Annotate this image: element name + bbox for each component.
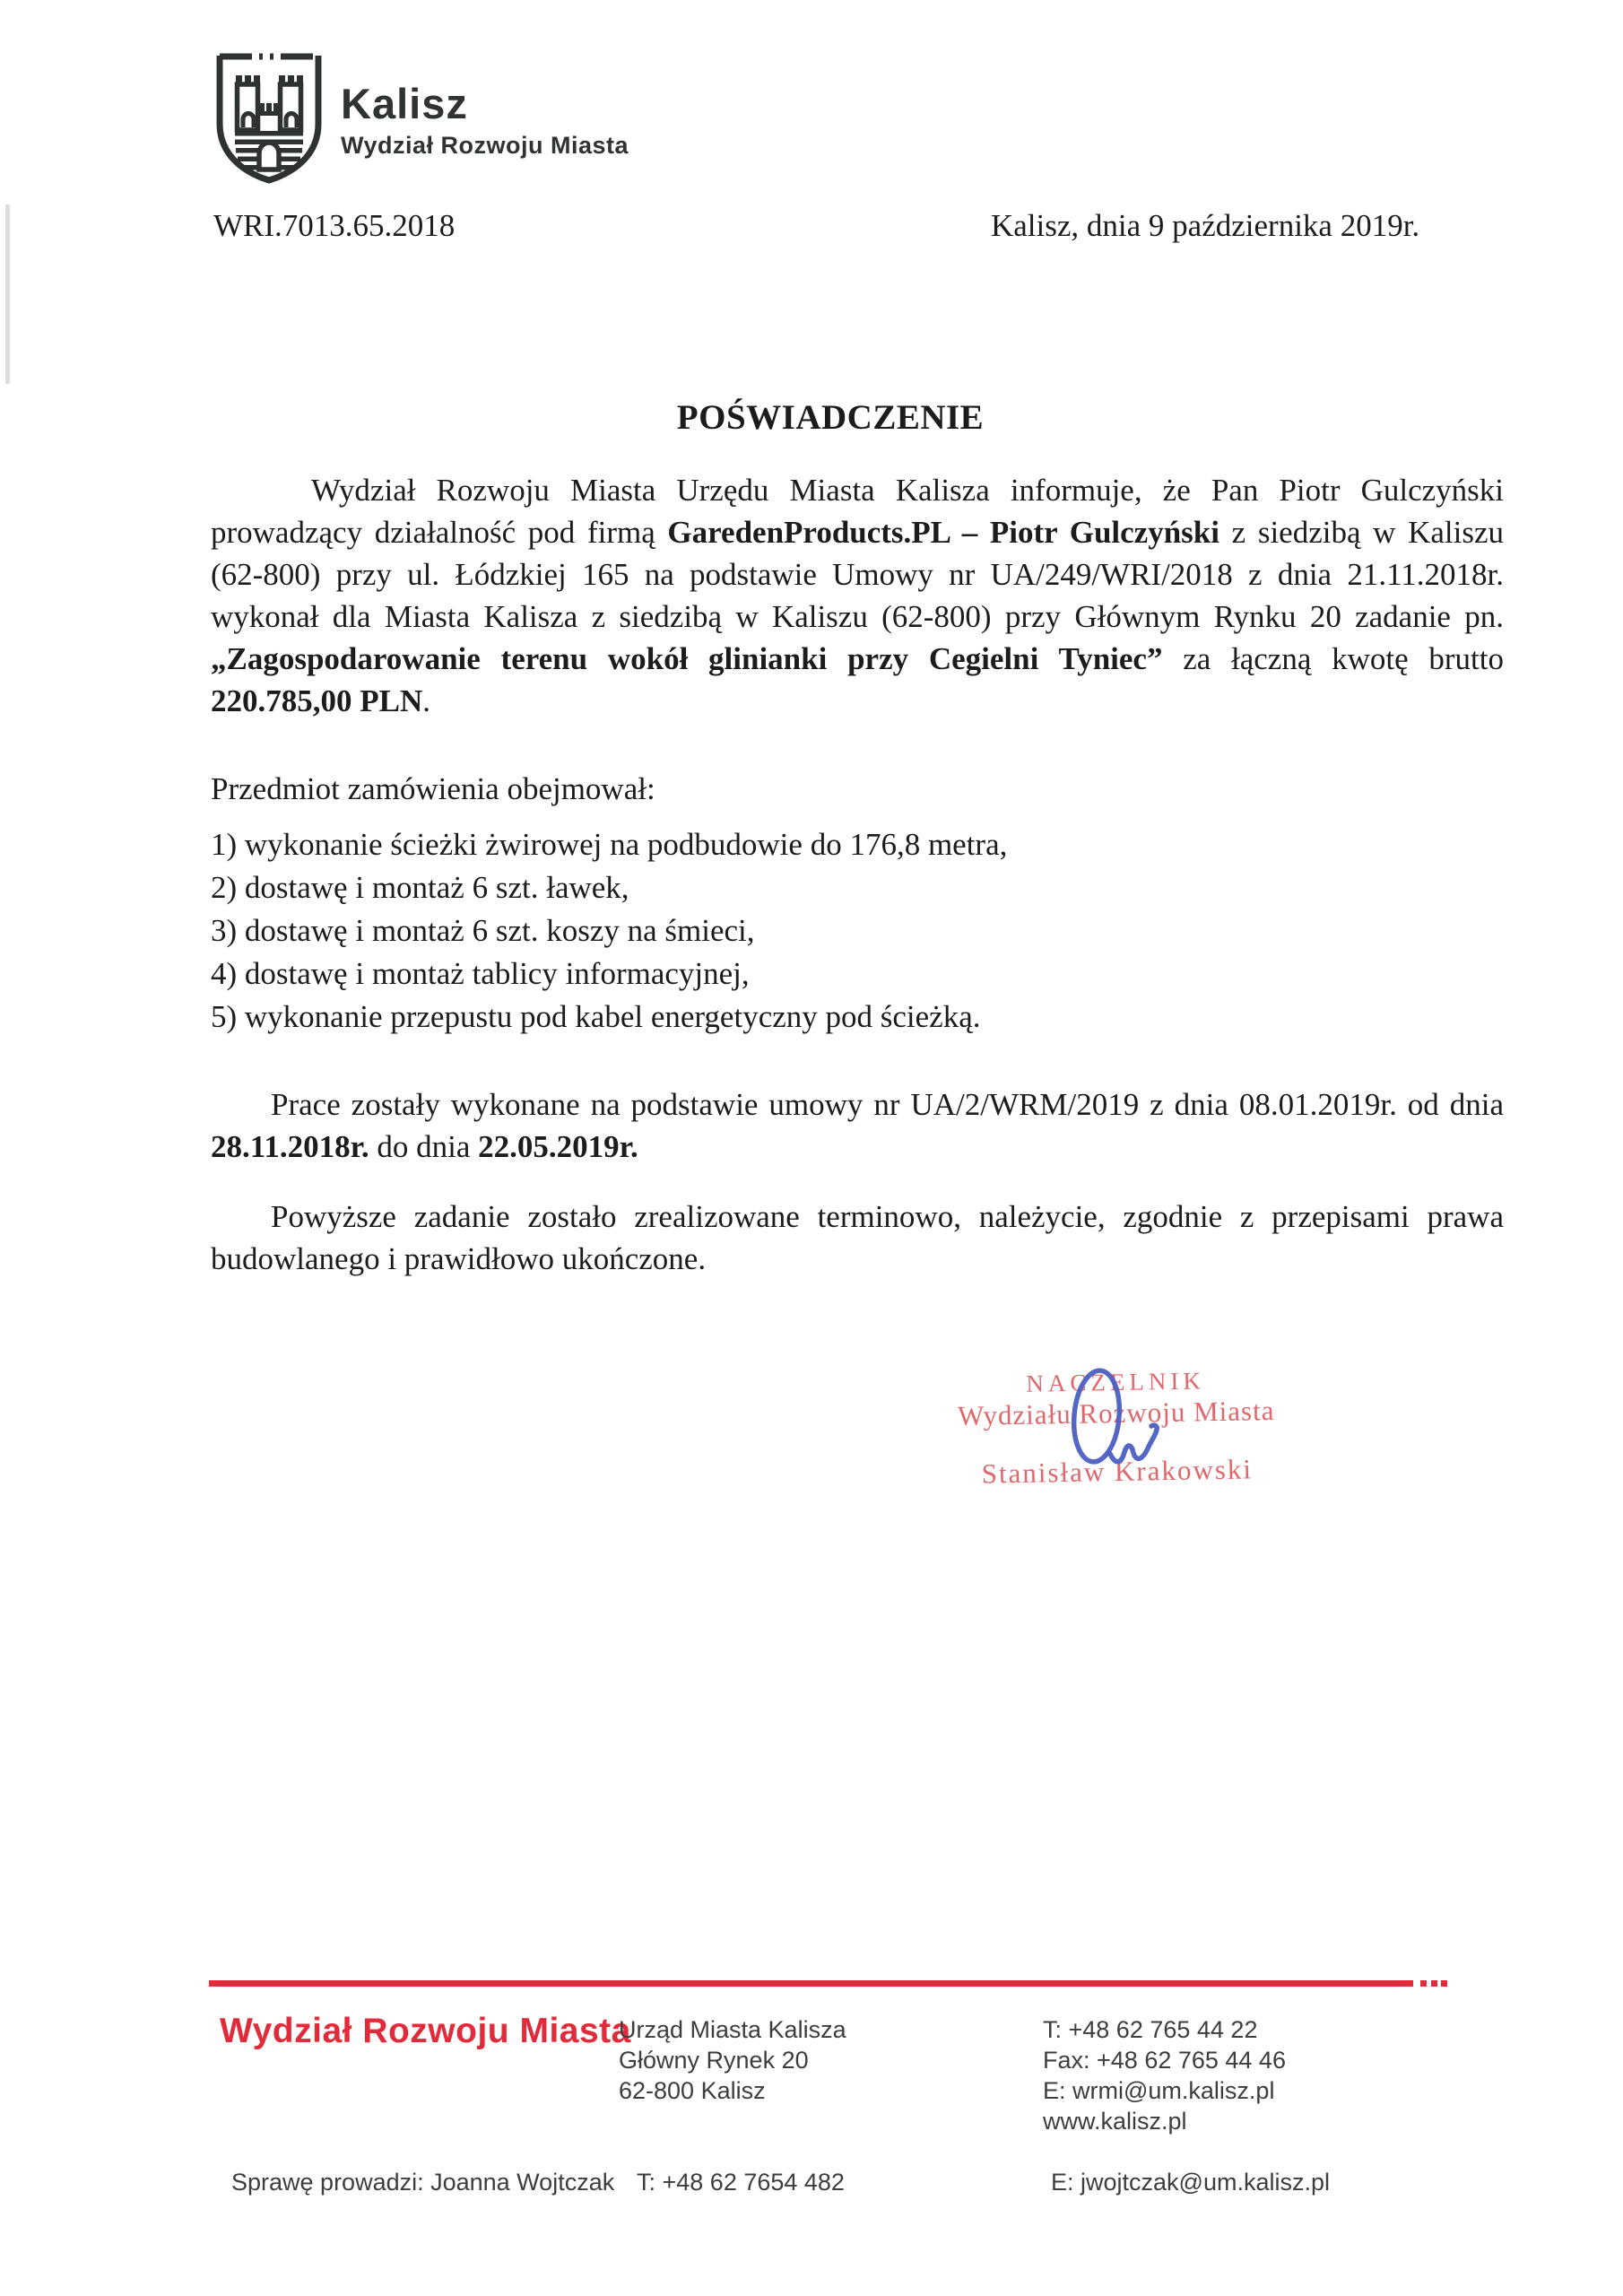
- case-officer-phone: T: +48 62 7654 482: [637, 2169, 845, 2196]
- paragraph-text: z siedzibą w Kaliszu (62-800) przy ul. Łódzkiej 165 na podstawie Umowy nr UA/249/WRI/2018 z dnia 21.11.2018r. wykonał dla Miasta Kalisza z siedzibą w Kaliszu (62-800) przy Głównym Rynku 20 zadanie pn.: [211, 515, 1504, 634]
- footer-divider-dot: [1441, 1980, 1447, 1987]
- scope-of-work-list: [211, 823, 1504, 1039]
- body-paragraph-1: [211, 469, 1504, 722]
- footer-address-line: 62-800 Kalisz: [619, 2077, 766, 2104]
- footer-divider: [209, 1980, 1413, 1987]
- list-item: 4) dostawę i montaż tablicy informacyjnej,: [211, 956, 750, 991]
- footer-divider-dot: [1431, 1980, 1437, 1987]
- footer-contact: [1043, 2014, 1286, 2136]
- footer-address: [619, 2014, 846, 2106]
- footer-phone-line: T: +48 62 765 44 22: [1043, 2016, 1258, 2043]
- footer-fax-line: Fax: +48 62 765 44 46: [1043, 2047, 1286, 2074]
- document-title: POŚWIADCZENIE: [676, 398, 985, 437]
- body-paragraph-2: [211, 1083, 1504, 1168]
- task-name-bold: „Zagospodarowanie terenu wokół glinianki przy Cegielni Tyniec”: [211, 641, 1163, 676]
- start-date-bold: 28.11.2018r.: [211, 1129, 369, 1164]
- footer-divider-dot: [1420, 1980, 1427, 1987]
- footer-address-line: Urząd Miasta Kalisza: [619, 2016, 846, 2043]
- handwritten-signature-icon: [1065, 1360, 1168, 1472]
- paragraph-text: za łączną kwotę brutto: [1162, 641, 1504, 676]
- place-date-line: Kalisz, dnia 9 października 2019r.: [991, 208, 1420, 243]
- end-date-bold: 22.05.2019r.: [478, 1129, 638, 1164]
- paragraph-text: Wydział Rozwoju Miasta Urzędu Miasta Kalisza informuje, że Pan Piotr Gulczyński prowadzący działalność pod firmą: [211, 473, 1504, 550]
- logo-city-name: Kalisz: [341, 80, 468, 127]
- footer-address-line: Główny Rynek 20: [619, 2047, 809, 2074]
- list-item: 3) dostawę i montaż 6 szt. koszy na śmieci,: [211, 913, 755, 948]
- paragraph-text: do dnia: [369, 1129, 479, 1164]
- paragraph-text: Prace zostały wykonane na podstawie umowy nr UA/2/WRM/2019 z dnia 08.01.2019r. od dnia: [271, 1087, 1504, 1122]
- case-officer-email: E: jwojtczak@um.kalisz.pl: [1051, 2169, 1330, 2196]
- kalisz-coat-of-arms-icon: [213, 52, 325, 185]
- scan-artifact-line: [5, 204, 10, 384]
- reference-number: WRI.7013.65.2018: [213, 208, 456, 243]
- footer-website-line: www.kalisz.pl: [1043, 2108, 1187, 2135]
- list-item: 5) wykonanie przepustu pod kabel energetyczny pod ścieżką.: [211, 999, 981, 1034]
- logo-department-name: Wydział Rozwoju Miasta: [341, 132, 629, 159]
- paragraph-text: .: [422, 683, 430, 718]
- body-paragraph-3: Powyższe zadanie zostało zrealizowane terminowo, należycie, zgodnie z przepisami prawa budowlanego i prawidłowo ukończone.: [211, 1199, 1504, 1276]
- company-name-bold: GaredenProducts.PL – Piotr Gulczyński: [667, 515, 1219, 550]
- stamp-name: Stanisław Krakowski: [981, 1453, 1254, 1490]
- footer-brand: Wydział Rozwoju Miasta: [220, 2012, 631, 2050]
- case-officer-label: Sprawę prowadzi: Joanna Wojtczak: [231, 2169, 615, 2196]
- stamp-title: NACZELNIK: [1026, 1367, 1206, 1397]
- list-item: 2) dostawę i montaż 6 szt. ławek,: [211, 870, 629, 905]
- list-item: 1) wykonanie ścieżki żwirowej na podbudowie do 176,8 metra,: [211, 827, 1008, 862]
- gross-amount-bold: 220.785,00 PLN: [211, 683, 423, 718]
- footer-email-line: E: wrmi@um.kalisz.pl: [1043, 2077, 1275, 2104]
- list-intro: Przedmiot zamówienia obejmował:: [211, 771, 655, 806]
- stamp-department: Wydziału Rozwoju Miasta: [957, 1394, 1275, 1432]
